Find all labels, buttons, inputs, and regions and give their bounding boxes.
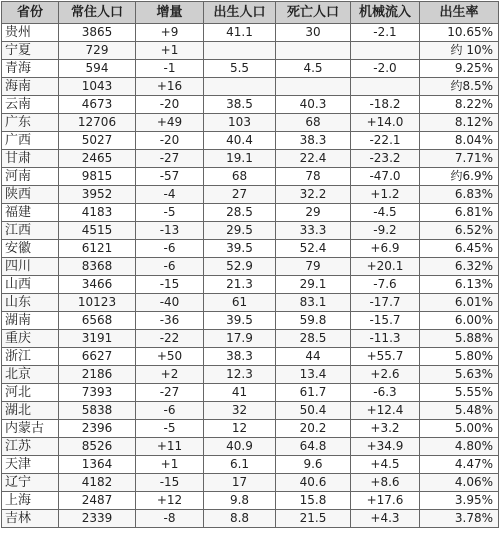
cell-resident-population: 1364 [59, 456, 136, 474]
cell-birth-rate: 4.80% [420, 438, 499, 456]
cell-province: 广东 [2, 114, 59, 132]
cell-increase: -27 [136, 384, 204, 402]
cell-increase: -15 [136, 474, 204, 492]
cell-province: 浙江 [2, 348, 59, 366]
cell-resident-population: 9815 [59, 168, 136, 186]
cell-births: 28.5 [204, 204, 276, 222]
cell-increase: +1 [136, 42, 204, 60]
cell-province: 江西 [2, 222, 59, 240]
cell-birth-rate: 4.06% [420, 474, 499, 492]
cell-net-migration: -2.1 [351, 24, 420, 42]
cell-birth-rate: 6.45% [420, 240, 499, 258]
cell-net-migration: +6.9 [351, 240, 420, 258]
cell-net-migration: +14.0 [351, 114, 420, 132]
cell-resident-population: 729 [59, 42, 136, 60]
cell-births: 103 [204, 114, 276, 132]
cell-births [204, 78, 276, 96]
cell-birth-rate: 6.32% [420, 258, 499, 276]
cell-deaths: 4.5 [276, 60, 351, 78]
cell-net-migration: -11.3 [351, 330, 420, 348]
population-table [1, 1, 499, 528]
cell-birth-rate: 8.04% [420, 132, 499, 150]
cell-increase: -6 [136, 402, 204, 420]
cell-province: 甘肃 [2, 150, 59, 168]
cell-deaths: 38.3 [276, 132, 351, 150]
cell-increase: +11 [136, 438, 204, 456]
header-row [2, 2, 499, 24]
cell-deaths: 50.4 [276, 402, 351, 420]
column-header-deaths: 死亡人口 [276, 2, 351, 24]
cell-province: 宁夏 [2, 42, 59, 60]
cell-increase: -6 [136, 240, 204, 258]
cell-resident-population: 7393 [59, 384, 136, 402]
table-row [2, 78, 499, 96]
cell-births: 27 [204, 186, 276, 204]
cell-net-migration: -22.1 [351, 132, 420, 150]
table-row [2, 456, 499, 474]
cell-resident-population: 5027 [59, 132, 136, 150]
cell-province: 海南 [2, 78, 59, 96]
table-row [2, 294, 499, 312]
table-row [2, 222, 499, 240]
cell-births: 29.5 [204, 222, 276, 240]
cell-resident-population: 3191 [59, 330, 136, 348]
cell-birth-rate: 6.01% [420, 294, 499, 312]
cell-increase: -13 [136, 222, 204, 240]
cell-births: 39.5 [204, 312, 276, 330]
cell-resident-population: 1043 [59, 78, 136, 96]
cell-deaths: 59.8 [276, 312, 351, 330]
cell-increase: +9 [136, 24, 204, 42]
cell-deaths: 40.6 [276, 474, 351, 492]
cell-birth-rate: 10.65% [420, 24, 499, 42]
cell-deaths: 64.8 [276, 438, 351, 456]
cell-deaths: 20.2 [276, 420, 351, 438]
column-header-increase: 增量 [136, 2, 204, 24]
cell-births: 41 [204, 384, 276, 402]
cell-resident-population: 2487 [59, 492, 136, 510]
cell-deaths: 21.5 [276, 510, 351, 528]
cell-resident-population: 2465 [59, 150, 136, 168]
cell-net-migration: +4.5 [351, 456, 420, 474]
cell-deaths: 30 [276, 24, 351, 42]
cell-province: 江苏 [2, 438, 59, 456]
cell-birth-rate: 5.80% [420, 348, 499, 366]
cell-births: 17.9 [204, 330, 276, 348]
cell-resident-population: 4515 [59, 222, 136, 240]
cell-province: 河南 [2, 168, 59, 186]
cell-deaths: 15.8 [276, 492, 351, 510]
cell-net-migration: -6.3 [351, 384, 420, 402]
cell-increase: -20 [136, 96, 204, 114]
cell-resident-population: 5838 [59, 402, 136, 420]
cell-births: 40.4 [204, 132, 276, 150]
cell-deaths: 9.6 [276, 456, 351, 474]
cell-deaths: 78 [276, 168, 351, 186]
cell-increase: -57 [136, 168, 204, 186]
cell-increase: +49 [136, 114, 204, 132]
cell-net-migration: +34.9 [351, 438, 420, 456]
cell-net-migration: -47.0 [351, 168, 420, 186]
table-row [2, 510, 499, 528]
cell-resident-population: 3466 [59, 276, 136, 294]
table-row [2, 474, 499, 492]
cell-net-migration: +4.3 [351, 510, 420, 528]
table-row [2, 420, 499, 438]
cell-resident-population: 12706 [59, 114, 136, 132]
cell-deaths: 44 [276, 348, 351, 366]
cell-net-migration: -7.6 [351, 276, 420, 294]
cell-birth-rate: 约8.5% [420, 78, 499, 96]
cell-births: 19.1 [204, 150, 276, 168]
table-row [2, 330, 499, 348]
cell-birth-rate: 5.63% [420, 366, 499, 384]
cell-net-migration: -15.7 [351, 312, 420, 330]
cell-resident-population: 3952 [59, 186, 136, 204]
cell-net-migration: -4.5 [351, 204, 420, 222]
table-row [2, 276, 499, 294]
table-row [2, 258, 499, 276]
cell-resident-population: 2186 [59, 366, 136, 384]
cell-birth-rate: 4.47% [420, 456, 499, 474]
cell-birth-rate: 约 10% [420, 42, 499, 60]
cell-province: 河北 [2, 384, 59, 402]
cell-resident-population: 10123 [59, 294, 136, 312]
table-row [2, 24, 499, 42]
cell-birth-rate: 7.71% [420, 150, 499, 168]
cell-births: 12 [204, 420, 276, 438]
cell-province: 湖北 [2, 402, 59, 420]
cell-net-migration: +8.6 [351, 474, 420, 492]
cell-increase: -40 [136, 294, 204, 312]
cell-birth-rate: 3.95% [420, 492, 499, 510]
cell-birth-rate: 3.78% [420, 510, 499, 528]
cell-resident-population: 4673 [59, 96, 136, 114]
cell-province: 上海 [2, 492, 59, 510]
cell-increase: -22 [136, 330, 204, 348]
cell-birth-rate: 6.13% [420, 276, 499, 294]
table-row [2, 348, 499, 366]
cell-increase: -1 [136, 60, 204, 78]
cell-net-migration: -17.7 [351, 294, 420, 312]
cell-resident-population: 3865 [59, 24, 136, 42]
table-body [2, 24, 499, 528]
cell-net-migration: +12.4 [351, 402, 420, 420]
cell-deaths: 40.3 [276, 96, 351, 114]
cell-province: 北京 [2, 366, 59, 384]
table-row [2, 204, 499, 222]
cell-increase: +2 [136, 366, 204, 384]
cell-province: 重庆 [2, 330, 59, 348]
cell-deaths: 33.3 [276, 222, 351, 240]
cell-increase: -5 [136, 420, 204, 438]
cell-births: 32 [204, 402, 276, 420]
cell-deaths: 29 [276, 204, 351, 222]
cell-births: 40.9 [204, 438, 276, 456]
cell-province: 福建 [2, 204, 59, 222]
column-header-births: 出生人口 [204, 2, 276, 24]
cell-net-migration: -2.0 [351, 60, 420, 78]
cell-deaths: 13.4 [276, 366, 351, 384]
cell-resident-population: 2396 [59, 420, 136, 438]
cell-province: 四川 [2, 258, 59, 276]
cell-net-migration [351, 78, 420, 96]
cell-province: 云南 [2, 96, 59, 114]
cell-births: 41.1 [204, 24, 276, 42]
cell-province: 陕西 [2, 186, 59, 204]
table-row [2, 492, 499, 510]
cell-birth-rate: 5.88% [420, 330, 499, 348]
column-header-province: 省份 [2, 2, 59, 24]
cell-increase: -15 [136, 276, 204, 294]
cell-province: 天津 [2, 456, 59, 474]
cell-increase: -27 [136, 150, 204, 168]
cell-deaths [276, 42, 351, 60]
cell-resident-population: 2339 [59, 510, 136, 528]
table-row [2, 402, 499, 420]
cell-increase: -5 [136, 204, 204, 222]
cell-deaths: 61.7 [276, 384, 351, 402]
cell-net-migration: +3.2 [351, 420, 420, 438]
cell-resident-population: 8526 [59, 438, 136, 456]
cell-births: 38.5 [204, 96, 276, 114]
cell-resident-population: 6568 [59, 312, 136, 330]
cell-deaths: 22.4 [276, 150, 351, 168]
cell-birth-rate: 6.00% [420, 312, 499, 330]
cell-deaths: 29.1 [276, 276, 351, 294]
cell-net-migration: -23.2 [351, 150, 420, 168]
cell-net-migration: +2.6 [351, 366, 420, 384]
table-row [2, 114, 499, 132]
cell-birth-rate: 8.22% [420, 96, 499, 114]
cell-province: 湖南 [2, 312, 59, 330]
cell-net-migration: +1.2 [351, 186, 420, 204]
cell-births: 39.5 [204, 240, 276, 258]
column-header-resident-population: 常住人口 [59, 2, 136, 24]
cell-deaths: 52.4 [276, 240, 351, 258]
cell-births: 17 [204, 474, 276, 492]
population-table-screenshot [0, 1, 500, 546]
cell-birth-rate: 5.00% [420, 420, 499, 438]
cell-births [204, 42, 276, 60]
cell-net-migration: +20.1 [351, 258, 420, 276]
cell-province: 贵州 [2, 24, 59, 42]
cell-births: 8.8 [204, 510, 276, 528]
table-row [2, 150, 499, 168]
cell-births: 5.5 [204, 60, 276, 78]
cell-resident-population: 6627 [59, 348, 136, 366]
table-row [2, 168, 499, 186]
cell-increase: +50 [136, 348, 204, 366]
cell-deaths: 32.2 [276, 186, 351, 204]
table-row [2, 438, 499, 456]
table-row [2, 384, 499, 402]
cell-births: 52.9 [204, 258, 276, 276]
cell-births: 61 [204, 294, 276, 312]
cell-province: 青海 [2, 60, 59, 78]
cell-births: 12.3 [204, 366, 276, 384]
cell-province: 广西 [2, 132, 59, 150]
cell-province: 吉林 [2, 510, 59, 528]
cell-province: 辽宁 [2, 474, 59, 492]
cell-births: 68 [204, 168, 276, 186]
cell-net-migration: -18.2 [351, 96, 420, 114]
cell-birth-rate: 8.12% [420, 114, 499, 132]
cell-increase: +16 [136, 78, 204, 96]
cell-birth-rate: 约6.9% [420, 168, 499, 186]
cell-province: 安徽 [2, 240, 59, 258]
table-row [2, 96, 499, 114]
cell-birth-rate: 5.55% [420, 384, 499, 402]
cell-deaths: 79 [276, 258, 351, 276]
cell-births: 38.3 [204, 348, 276, 366]
cell-increase: -20 [136, 132, 204, 150]
cell-net-migration: +17.6 [351, 492, 420, 510]
cell-deaths: 28.5 [276, 330, 351, 348]
cell-births: 21.3 [204, 276, 276, 294]
cell-province: 山西 [2, 276, 59, 294]
cell-births: 6.1 [204, 456, 276, 474]
cell-deaths [276, 78, 351, 96]
cell-increase: -36 [136, 312, 204, 330]
column-header-birth-rate: 出生率 [420, 2, 499, 24]
cell-province: 内蒙古 [2, 420, 59, 438]
cell-resident-population: 6121 [59, 240, 136, 258]
cell-increase: -8 [136, 510, 204, 528]
table-row [2, 240, 499, 258]
cell-net-migration: +55.7 [351, 348, 420, 366]
cell-net-migration: -9.2 [351, 222, 420, 240]
cell-deaths: 68 [276, 114, 351, 132]
table-row [2, 60, 499, 78]
cell-resident-population: 4183 [59, 204, 136, 222]
cell-increase: -6 [136, 258, 204, 276]
cell-deaths: 83.1 [276, 294, 351, 312]
table-row [2, 42, 499, 60]
cell-resident-population: 594 [59, 60, 136, 78]
cell-net-migration [351, 42, 420, 60]
cell-births: 9.8 [204, 492, 276, 510]
table-row [2, 366, 499, 384]
table-row [2, 132, 499, 150]
cell-birth-rate: 6.83% [420, 186, 499, 204]
table-row [2, 312, 499, 330]
column-header-net-migration: 机械流入 [351, 2, 420, 24]
table-row [2, 186, 499, 204]
cell-province: 山东 [2, 294, 59, 312]
cell-birth-rate: 9.25% [420, 60, 499, 78]
cell-birth-rate: 6.81% [420, 204, 499, 222]
cell-resident-population: 4182 [59, 474, 136, 492]
cell-increase: -4 [136, 186, 204, 204]
cell-increase: +1 [136, 456, 204, 474]
cell-birth-rate: 6.52% [420, 222, 499, 240]
cell-resident-population: 8368 [59, 258, 136, 276]
cell-increase: +12 [136, 492, 204, 510]
cell-birth-rate: 5.48% [420, 402, 499, 420]
